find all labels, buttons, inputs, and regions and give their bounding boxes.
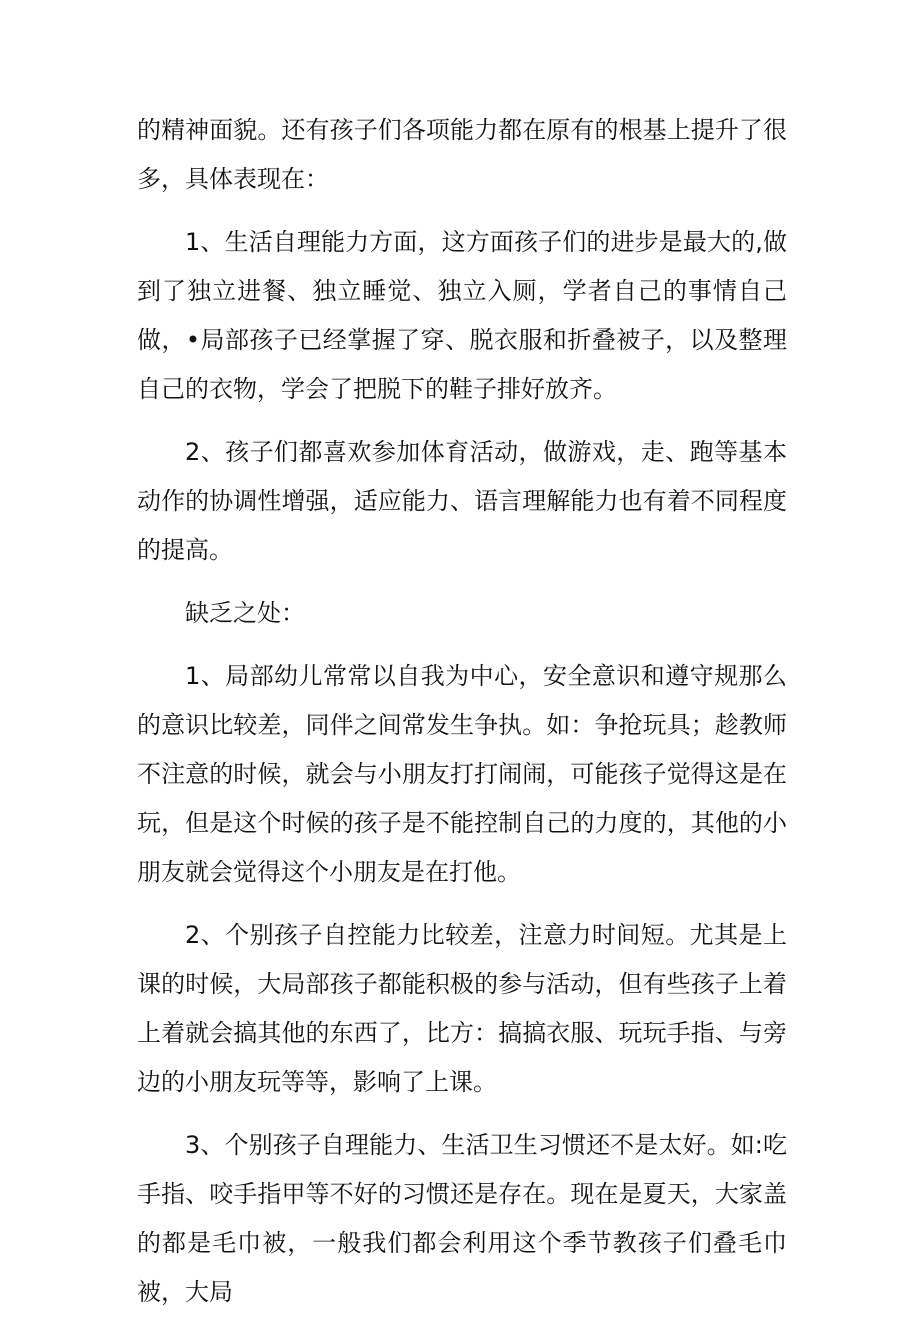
section-heading-shortcomings: 缺乏之处： (185, 599, 305, 627)
document-body (137, 106, 787, 1317)
paragraph-safety-awareness: 1、局部幼儿常常以自我为中心，安全意识和遵守规那么的意识比较差，同伴之间常发生争执。如：争抢玩具；趁教师不注意的时候，就会与小朋友打打闹闹，可能孩子觉得这是在玩，但是这个时候的孩子是不能控制自己的力度的，其他的小朋友就会觉得这个小朋友是在打他。 (137, 662, 787, 886)
paragraph-hygiene-habits: 3、个别孩子自理能力、生活卫生习惯还不是太好。如:吃手指、咬手指甲等不好的习惯还是存在。现在是夏天，大家盖的都是毛巾被，一般我们都会利用这个季节教孩子们叠毛巾被，大局 (137, 1131, 787, 1306)
paragraph-continuation: 的精神面貌。还有孩子们各项能力都在原有的根基上提升了很多，具体表现在： (137, 116, 787, 193)
paragraph-self-care: 1、生活自理能力方面，这方面孩子们的进步是最大的,做到了独立进餐、独立睡觉、独立入厕，学者自己的事情自己做，•局部孩子已经掌握了穿、脱衣服和折叠被子，以及整理自己的衣物，学会了把脱下的鞋子排好放齐。 (137, 228, 787, 403)
paragraph-self-control: 2、个别孩子自控能力比较差，注意力时间短。尤其是上课的时候，大局部孩子都能积极的参与活动，但有些孩子上着上着就会搞其他的东西了，比方：搞搞衣服、玩玩手指、与旁边的小朋友玩等等，影响了上课。 (137, 921, 787, 1096)
paragraph-sports: 2、孩子们都喜欢参加体育活动，做游戏，走、跑等基本动作的协调性增强，适应能力、语言理解能力也有着不同程度的提高。 (137, 438, 787, 564)
